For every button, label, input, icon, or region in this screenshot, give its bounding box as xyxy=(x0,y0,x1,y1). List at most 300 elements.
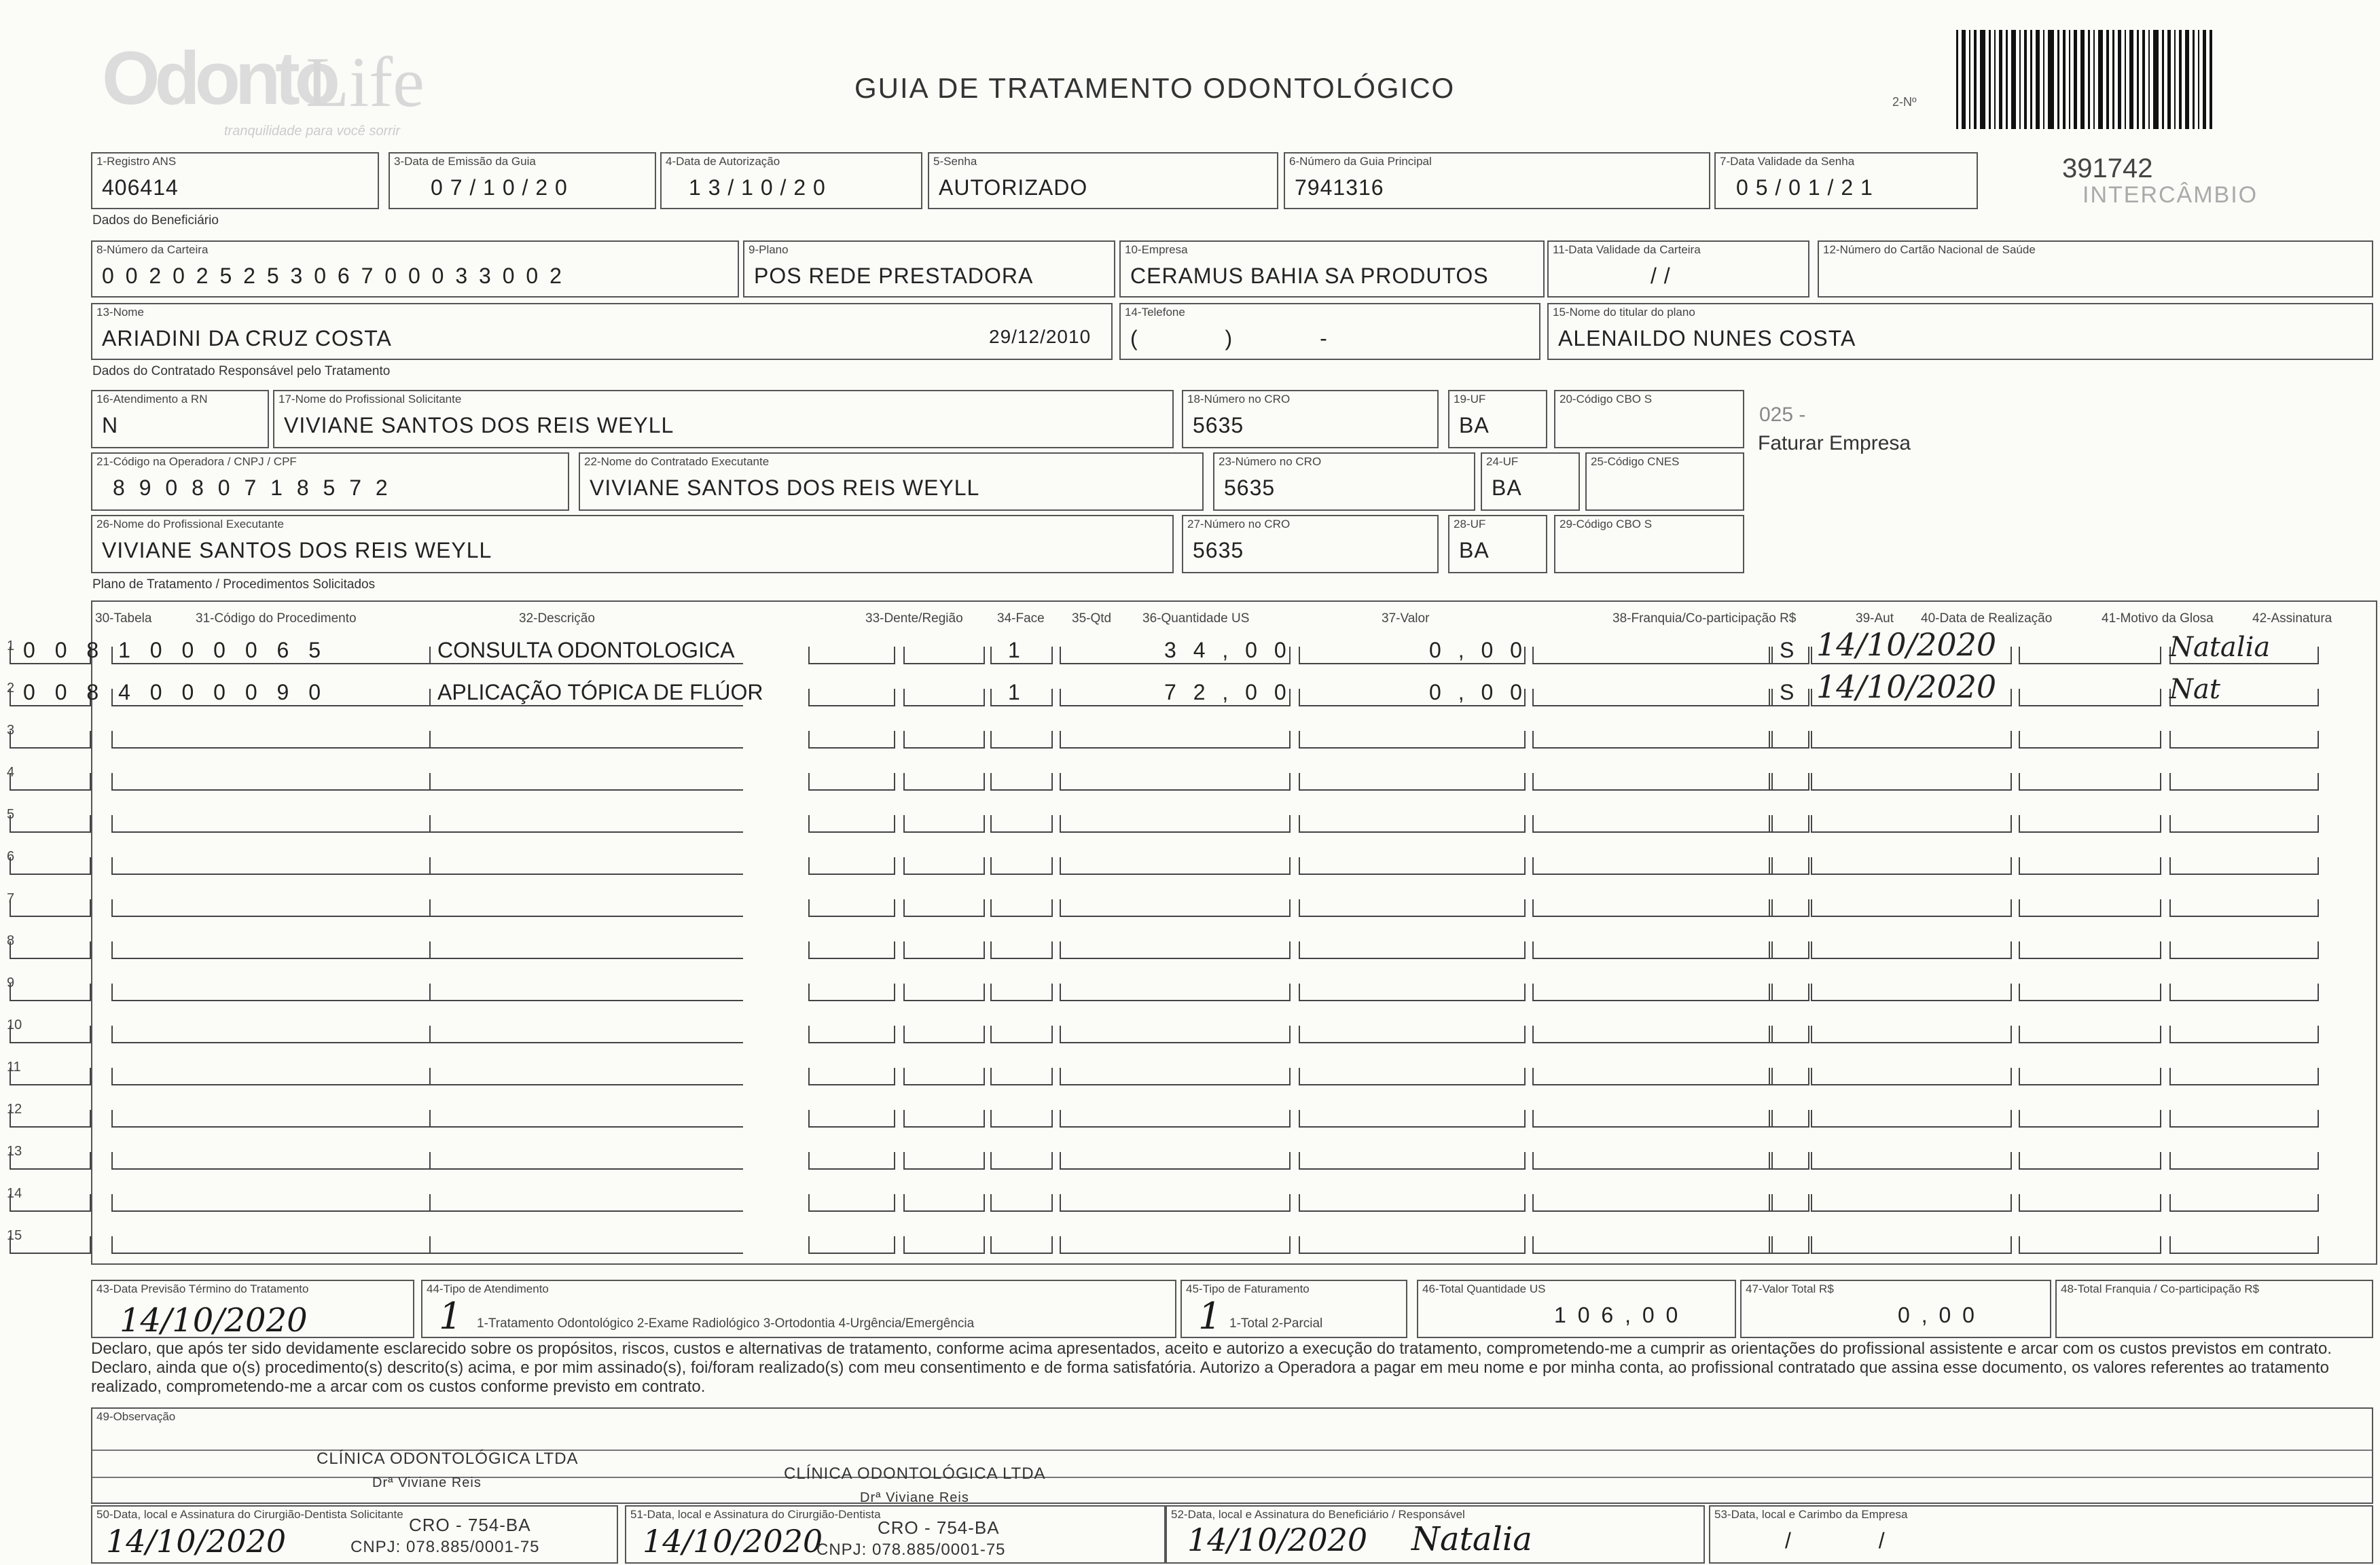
clinic-stamp-1: CLÍNICA ODONTOLÓGICA LTDA xyxy=(317,1450,579,1468)
handwritten-date: 14/10/2020 xyxy=(643,1523,823,1560)
row-cell[interactable] xyxy=(1769,773,1809,791)
row-cell[interactable] xyxy=(990,689,1053,706)
field-value: BA xyxy=(1459,413,1490,437)
row-cell[interactable] xyxy=(111,984,431,1001)
row-cell[interactable] xyxy=(10,941,91,959)
row-cell[interactable] xyxy=(2169,1152,2319,1170)
row-cell[interactable] xyxy=(1811,1152,2012,1170)
row-cell[interactable] xyxy=(903,815,985,833)
row-cell[interactable] xyxy=(1769,1026,1809,1043)
row-cell[interactable] xyxy=(10,857,91,875)
row-number: 1 xyxy=(7,638,15,653)
row-cell[interactable] xyxy=(1769,1152,1809,1170)
field-label: 15-Nome do titular do plano xyxy=(1553,306,1695,319)
field-assinatura-executante[interactable] xyxy=(625,1505,1166,1564)
row-cell[interactable] xyxy=(1299,899,1526,917)
row-cell[interactable] xyxy=(2169,984,2319,1001)
field-total-quantidade-us[interactable] xyxy=(1417,1280,1736,1338)
logo-tagline: tranquilidade para você sorrir xyxy=(224,124,401,139)
field-value: ARIADINI DA CRUZ COSTA xyxy=(102,326,392,350)
row-cell[interactable] xyxy=(10,1152,91,1170)
field-senha[interactable] xyxy=(928,152,1278,209)
row-cell[interactable] xyxy=(410,857,743,875)
field-label: 16-Atendimento a RN xyxy=(96,393,208,406)
field-value: 0 , 0 0 xyxy=(1898,1303,1977,1327)
field-titular-plano[interactable] xyxy=(1547,303,2373,360)
row-number: 15 xyxy=(7,1228,22,1243)
row-cell[interactable] xyxy=(1532,1194,1773,1212)
row-cell[interactable] xyxy=(1060,1026,1291,1043)
row-cell[interactable] xyxy=(1060,1194,1291,1212)
procedure-row[interactable] xyxy=(7,1053,2309,1085)
tipo-atendimento-options: 1-Tratamento Odontológico 2-Exame Radiológico 3-Ortodontia 4-Urgência/Emergência xyxy=(477,1316,975,1331)
row-cell[interactable] xyxy=(1811,1068,2012,1085)
row-cell[interactable] xyxy=(1811,731,2012,749)
row-cell[interactable] xyxy=(410,1068,743,1085)
row-cell[interactable] xyxy=(1299,1068,1526,1085)
row-cell[interactable] xyxy=(111,899,431,917)
row-cell[interactable] xyxy=(2019,1110,2161,1128)
handwritten-value: 1 xyxy=(439,1295,463,1337)
row-cell[interactable] xyxy=(808,857,895,875)
row-cell[interactable] xyxy=(1299,1026,1526,1043)
row-cell[interactable] xyxy=(410,941,743,959)
row-cell[interactable] xyxy=(990,773,1053,791)
guide-number: 391742 xyxy=(2062,154,2153,183)
barcode-icon xyxy=(1956,30,2282,129)
stamp-1-cro: CRO - 754-BA xyxy=(409,1515,531,1535)
row-cell[interactable] xyxy=(808,815,895,833)
row-cell[interactable] xyxy=(903,1026,985,1043)
row-cell[interactable] xyxy=(10,1026,91,1043)
row-number: 5 xyxy=(7,807,15,822)
field-total-franquia[interactable] xyxy=(2055,1280,2373,1338)
row-cell[interactable] xyxy=(111,1236,431,1254)
field-tipo-faturamento[interactable] xyxy=(1180,1280,1407,1338)
row-cell[interactable] xyxy=(808,1194,895,1212)
row-cell[interactable] xyxy=(1299,1236,1526,1254)
row-cell[interactable] xyxy=(990,731,1053,749)
field-cro-profissional[interactable] xyxy=(1182,515,1439,573)
procedure-code: 0 0 8 4 0 0 0 0 9 0 xyxy=(23,680,327,704)
handwritten-value: 1 xyxy=(1198,1295,1222,1337)
row-cell[interactable] xyxy=(1060,984,1291,1001)
row-cell[interactable] xyxy=(990,857,1053,875)
procedure-row[interactable] xyxy=(7,969,2309,1001)
field-profissional-solicitante[interactable] xyxy=(273,390,1174,448)
procedure-row[interactable] xyxy=(7,1221,2309,1254)
field-uf-executante[interactable] xyxy=(1481,452,1580,511)
field-assinatura-solicitante[interactable] xyxy=(91,1505,618,1564)
row-number: 3 xyxy=(7,723,15,738)
row-cell[interactable] xyxy=(1532,731,1773,749)
row-cell[interactable] xyxy=(1811,1194,2012,1212)
field-tipo-atendimento[interactable] xyxy=(421,1280,1176,1338)
field-value: / / xyxy=(1785,1528,1926,1553)
field-cartao-nacional-saude[interactable] xyxy=(1818,240,2373,298)
handwritten-date: 14/10/2020 xyxy=(1187,1522,1368,1558)
row-cell[interactable] xyxy=(903,984,985,1001)
row-cell[interactable] xyxy=(1532,1152,1773,1170)
row-cell[interactable] xyxy=(903,1110,985,1128)
row-cell[interactable] xyxy=(1769,1236,1809,1254)
row-cell[interactable] xyxy=(1299,1110,1526,1128)
row-cell[interactable] xyxy=(903,731,985,749)
row-cell[interactable] xyxy=(1811,857,2012,875)
procedure-row[interactable] xyxy=(7,1179,2309,1212)
row-cell[interactable] xyxy=(10,899,91,917)
procedure-row[interactable] xyxy=(7,1137,2309,1170)
col-aut: 39-Aut xyxy=(1856,611,1894,626)
row-cell[interactable] xyxy=(2019,984,2161,1001)
field-cnes[interactable] xyxy=(1585,452,1744,511)
row-cell[interactable] xyxy=(1811,1026,2012,1043)
row-number: 13 xyxy=(7,1144,22,1159)
row-cell[interactable] xyxy=(2169,1110,2319,1128)
tipo-faturamento-options: 1-Total 2-Parcial xyxy=(1229,1316,1323,1331)
row-cell[interactable] xyxy=(10,1194,91,1212)
row-cell[interactable] xyxy=(990,899,1053,917)
row-cell[interactable] xyxy=(2169,857,2319,875)
row-cell[interactable] xyxy=(1532,1068,1773,1085)
row-cell[interactable] xyxy=(410,1152,743,1170)
procedure-row[interactable] xyxy=(7,758,2309,791)
procedure-signature: Natalia xyxy=(2169,632,2271,663)
row-cell[interactable] xyxy=(1769,899,1809,917)
row-cell[interactable] xyxy=(1769,857,1809,875)
row-cell[interactable] xyxy=(1811,815,2012,833)
row-cell[interactable] xyxy=(808,899,895,917)
row-cell[interactable] xyxy=(410,731,743,749)
row-cell[interactable] xyxy=(1299,941,1526,959)
row-cell[interactable] xyxy=(1532,1026,1773,1043)
row-cell[interactable] xyxy=(1769,1110,1809,1128)
field-empresa[interactable] xyxy=(1119,240,1545,298)
field-label: 24-UF xyxy=(1486,455,1519,468)
row-cell[interactable] xyxy=(1769,1068,1809,1085)
row-cell[interactable] xyxy=(2019,731,2161,749)
row-cell[interactable] xyxy=(410,1026,743,1043)
field-label: 26-Nome do Profissional Executante xyxy=(96,518,284,530)
procedure-row[interactable] xyxy=(7,626,2309,664)
row-number: 9 xyxy=(7,975,15,990)
row-cell[interactable] xyxy=(1769,984,1809,1001)
field-uf-solicitante[interactable] xyxy=(1448,390,1547,448)
row-cell[interactable] xyxy=(903,941,985,959)
field-previsao-termino[interactable] xyxy=(91,1280,414,1338)
field-codigo-operadora[interactable] xyxy=(91,452,569,511)
field-atendimento-rn[interactable] xyxy=(91,390,269,448)
stamp-1-name: Drª Viviane Reis xyxy=(372,1475,482,1490)
row-cell[interactable] xyxy=(10,815,91,833)
row-cell[interactable] xyxy=(1299,1152,1526,1170)
field-label: 11-Data Validade da Carteira xyxy=(1553,243,1701,256)
col-dente: 33-Dente/Região xyxy=(865,611,963,626)
field-telefone[interactable] xyxy=(1119,303,1540,360)
field-label: 44-Tipo de Atendimento xyxy=(427,1282,549,1295)
row-cell[interactable] xyxy=(111,731,431,749)
field-registro-ans[interactable] xyxy=(91,152,379,209)
row-cell[interactable] xyxy=(1299,1194,1526,1212)
row-cell[interactable] xyxy=(2169,1026,2319,1043)
row-cell[interactable] xyxy=(1532,1236,1773,1254)
row-cell[interactable] xyxy=(2019,899,2161,917)
row-cell[interactable] xyxy=(2169,731,2319,749)
row-cell[interactable] xyxy=(1769,731,1809,749)
row-cell[interactable] xyxy=(1060,773,1291,791)
row-cell[interactable] xyxy=(808,773,895,791)
row-cell[interactable] xyxy=(410,899,743,917)
beneficiary-signature: Natalia xyxy=(1411,1520,1532,1558)
row-cell[interactable] xyxy=(2169,815,2319,833)
row-cell[interactable] xyxy=(903,1236,985,1254)
row-cell[interactable] xyxy=(903,899,985,917)
row-cell[interactable] xyxy=(2169,1236,2319,1254)
row-cell[interactable] xyxy=(990,647,1053,664)
row-cell[interactable] xyxy=(2019,1236,2161,1254)
procedure-row[interactable] xyxy=(7,842,2309,875)
procedure-qtd: 1 xyxy=(1008,680,1020,704)
row-cell[interactable] xyxy=(1060,731,1291,749)
field-data-autorizacao[interactable] xyxy=(660,152,922,209)
procedure-row[interactable] xyxy=(7,800,2309,833)
field-value: 406414 xyxy=(102,175,179,200)
row-cell[interactable] xyxy=(808,1068,895,1085)
row-cell[interactable] xyxy=(903,1194,985,1212)
row-cell[interactable] xyxy=(990,815,1053,833)
row-cell[interactable] xyxy=(1060,815,1291,833)
row-cell[interactable] xyxy=(2019,941,2161,959)
row-cell[interactable] xyxy=(1532,857,1773,875)
row-cell[interactable] xyxy=(808,1152,895,1170)
row-cell[interactable] xyxy=(410,773,743,791)
row-cell[interactable] xyxy=(1299,984,1526,1001)
row-cell[interactable] xyxy=(111,941,431,959)
procedure-date: 14/10/2020 xyxy=(1816,626,1997,663)
row-cell[interactable] xyxy=(111,1026,431,1043)
row-cell[interactable] xyxy=(990,1236,1053,1254)
field-label: 23-Número no CRO xyxy=(1219,455,1322,468)
row-cell[interactable] xyxy=(1532,773,1773,791)
row-cell[interactable] xyxy=(2019,1026,2161,1043)
declaration-text: Declaro, que após ter sido devidamente esclarecido sobre os propósitos, riscos, custos e alternativas de tratamento, conforme acima apresentados, aceito e autorizo a execução do tratamento, comprometendo-me a cumprir as orientações do profissional assistente e arcar com os custos previstos em contrato. Declaro, ainda que o(s) procedimento(s) descrito(s) acima, e por mim assinado(s), foi/foram realizado(s) com meu consentimento e de forma satisfatória. Autorizo a Operadora a pagar em meu nome e por minha conta, ao profissional contratado que assina esse documento, os valores referentes ao tratamento realizado, comprometendo-me a arcar com os custos conforme previsto em contrato. xyxy=(91,1339,2332,1396)
row-cell[interactable] xyxy=(990,1068,1053,1085)
clinic-stamp-2: CLÍNICA ODONTOLÓGICA LTDA xyxy=(784,1464,1046,1483)
row-cell[interactable] xyxy=(1060,1236,1291,1254)
row-cell[interactable] xyxy=(10,1068,91,1085)
row-cell[interactable] xyxy=(2019,1068,2161,1085)
row-cell[interactable] xyxy=(111,1110,431,1128)
procedure-us: 7 2 , 0 0 xyxy=(1164,680,1292,704)
row-cell[interactable] xyxy=(10,773,91,791)
row-cell[interactable] xyxy=(2169,773,2319,791)
row-number: 7 xyxy=(7,891,15,906)
row-cell[interactable] xyxy=(1811,1110,2012,1128)
col-franquia: 38-Franquia/Co-participação R$ xyxy=(1612,611,1797,626)
row-cell[interactable] xyxy=(10,984,91,1001)
row-cell[interactable] xyxy=(2169,1194,2319,1212)
row-cell[interactable] xyxy=(808,1236,895,1254)
row-cell[interactable] xyxy=(1811,899,2012,917)
field-cro-executante[interactable] xyxy=(1213,452,1475,511)
row-cell[interactable] xyxy=(111,1194,431,1212)
row-cell[interactable] xyxy=(410,1110,743,1128)
procedure-row[interactable] xyxy=(7,1095,2309,1128)
row-cell[interactable] xyxy=(1532,941,1773,959)
field-validade-senha[interactable] xyxy=(1714,152,1978,209)
row-cell[interactable] xyxy=(1299,773,1526,791)
row-cell[interactable] xyxy=(990,1194,1053,1212)
procedure-row[interactable] xyxy=(7,716,2309,749)
document-title: GUIA DE TRATAMENTO ODONTOLÓGICO xyxy=(854,72,1456,104)
row-cell[interactable] xyxy=(10,1110,91,1128)
row-cell[interactable] xyxy=(410,1236,743,1254)
col-face: 34-Face xyxy=(997,611,1045,626)
row-cell[interactable] xyxy=(1811,773,2012,791)
procedure-date: 14/10/2020 xyxy=(1816,668,1997,705)
row-cell[interactable] xyxy=(2019,857,2161,875)
row-cell[interactable] xyxy=(1532,899,1773,917)
field-cbo-profissional[interactable] xyxy=(1554,515,1744,573)
row-cell[interactable] xyxy=(111,1152,431,1170)
procedure-description: CONSULTA ODONTOLOGICA xyxy=(437,638,735,662)
row-cell[interactable] xyxy=(903,773,985,791)
row-cell[interactable] xyxy=(1060,857,1291,875)
row-cell[interactable] xyxy=(903,1152,985,1170)
row-cell[interactable] xyxy=(808,731,895,749)
row-cell[interactable] xyxy=(1532,1110,1773,1128)
field-contratado-executante[interactable] xyxy=(579,452,1204,511)
row-cell[interactable] xyxy=(1811,984,2012,1001)
handwritten-date: 14/10/2020 xyxy=(106,1523,287,1560)
row-cell[interactable] xyxy=(990,984,1053,1001)
row-cell[interactable] xyxy=(1060,1068,1291,1085)
side-code: 025 - xyxy=(1759,403,1806,426)
field-numero-carteira[interactable] xyxy=(91,240,739,298)
row-cell[interactable] xyxy=(2019,815,2161,833)
row-cell[interactable] xyxy=(2019,773,2161,791)
row-cell[interactable] xyxy=(903,857,985,875)
row-cell[interactable] xyxy=(1532,689,1773,706)
row-cell[interactable] xyxy=(2169,941,2319,959)
field-label: 53-Data, local e Carimbo da Empresa xyxy=(1714,1508,1908,1521)
field-label: 25-Código CNES xyxy=(1591,455,1680,468)
field-value: 5635 xyxy=(1193,538,1244,562)
field-uf-profissional[interactable] xyxy=(1448,515,1547,573)
row-cell[interactable] xyxy=(1811,941,2012,959)
row-cell[interactable] xyxy=(1811,1236,2012,1254)
field-cro-solicitante[interactable] xyxy=(1182,390,1439,448)
row-cell[interactable] xyxy=(808,647,895,664)
row-cell[interactable] xyxy=(111,815,431,833)
row-cell[interactable] xyxy=(410,1194,743,1212)
field-numero-guia-principal[interactable] xyxy=(1284,152,1710,209)
field-plano[interactable] xyxy=(743,240,1115,298)
row-cell[interactable] xyxy=(1299,731,1526,749)
row-cell[interactable] xyxy=(903,647,985,664)
procedure-row[interactable] xyxy=(7,884,2309,917)
row-cell[interactable] xyxy=(903,1068,985,1085)
field-label: 12-Número do Cartão Nacional de Saúde xyxy=(1823,243,2036,256)
procedure-row[interactable] xyxy=(7,1011,2309,1043)
row-cell[interactable] xyxy=(111,857,431,875)
row-cell[interactable] xyxy=(1769,941,1809,959)
row-cell[interactable] xyxy=(111,773,431,791)
row-cell[interactable] xyxy=(2169,1068,2319,1085)
row-cell[interactable] xyxy=(990,941,1053,959)
row-cell[interactable] xyxy=(410,815,743,833)
row-cell[interactable] xyxy=(990,1110,1053,1128)
row-cell[interactable] xyxy=(1060,941,1291,959)
field-value: POS REDE PRESTADORA xyxy=(754,264,1034,288)
row-cell[interactable] xyxy=(1532,647,1773,664)
row-cell[interactable] xyxy=(903,689,985,706)
row-cell[interactable] xyxy=(808,1026,895,1043)
procedure-row[interactable] xyxy=(7,668,2309,706)
row-cell[interactable] xyxy=(1532,815,1773,833)
field-profissional-executante[interactable] xyxy=(91,515,1174,573)
row-cell[interactable] xyxy=(10,1236,91,1254)
row-cell[interactable] xyxy=(2019,1194,2161,1212)
row-cell[interactable] xyxy=(1532,984,1773,1001)
row-cell[interactable] xyxy=(2169,899,2319,917)
col-codigo: 31-Código do Procedimento xyxy=(196,611,357,626)
row-cell[interactable] xyxy=(1299,815,1526,833)
field-value: 5635 xyxy=(1224,475,1276,500)
row-cell[interactable] xyxy=(2019,647,2161,664)
field-nome-beneficiario[interactable] xyxy=(91,303,1113,360)
field-label: 46-Total Quantidade US xyxy=(1422,1282,1546,1295)
field-value: BA xyxy=(1459,538,1490,562)
row-cell[interactable] xyxy=(410,984,743,1001)
field-carimbo-empresa[interactable] xyxy=(1709,1505,2373,1564)
field-assinatura-beneficiario[interactable] xyxy=(1166,1505,1705,1564)
row-cell[interactable] xyxy=(2019,689,2161,706)
row-cell[interactable] xyxy=(808,941,895,959)
field-value: ( ) - xyxy=(1130,326,1368,350)
row-cell[interactable] xyxy=(1060,1110,1291,1128)
procedure-row[interactable] xyxy=(7,927,2309,959)
field-data-emissao[interactable] xyxy=(389,152,656,209)
row-cell[interactable] xyxy=(1769,815,1809,833)
col-qtd: 35-Qtd xyxy=(1072,611,1112,626)
row-cell[interactable] xyxy=(1060,1152,1291,1170)
field-label: 10-Empresa xyxy=(1125,243,1188,256)
field-label: 14-Telefone xyxy=(1125,306,1185,319)
row-cell[interactable] xyxy=(1299,857,1526,875)
row-cell[interactable] xyxy=(10,731,91,749)
field-value: 0 5 / 0 1 / 2 1 xyxy=(1736,175,1873,200)
field-label: 29-Código CBO S xyxy=(1559,518,1653,530)
field-valor-total[interactable] xyxy=(1740,1280,2051,1338)
field-label: 50-Data, local e Assinatura do Cirurgião-Dentista Solicitante xyxy=(96,1508,403,1521)
field-validade-carteira[interactable] xyxy=(1547,240,1809,298)
field-value: BA xyxy=(1492,475,1522,500)
field-label: 8-Número da Carteira xyxy=(96,243,209,256)
field-cbo-solicitante[interactable] xyxy=(1554,390,1744,448)
row-cell[interactable] xyxy=(990,1152,1053,1170)
row-number: 14 xyxy=(7,1186,22,1201)
row-cell[interactable] xyxy=(111,1068,431,1085)
row-cell[interactable] xyxy=(1769,1194,1809,1212)
row-cell[interactable] xyxy=(808,689,895,706)
row-cell[interactable] xyxy=(808,1110,895,1128)
row-cell[interactable] xyxy=(990,1026,1053,1043)
row-cell[interactable] xyxy=(2019,1152,2161,1170)
field-label: 1-Registro ANS xyxy=(96,155,177,168)
row-cell[interactable] xyxy=(1060,899,1291,917)
row-cell[interactable] xyxy=(808,984,895,1001)
